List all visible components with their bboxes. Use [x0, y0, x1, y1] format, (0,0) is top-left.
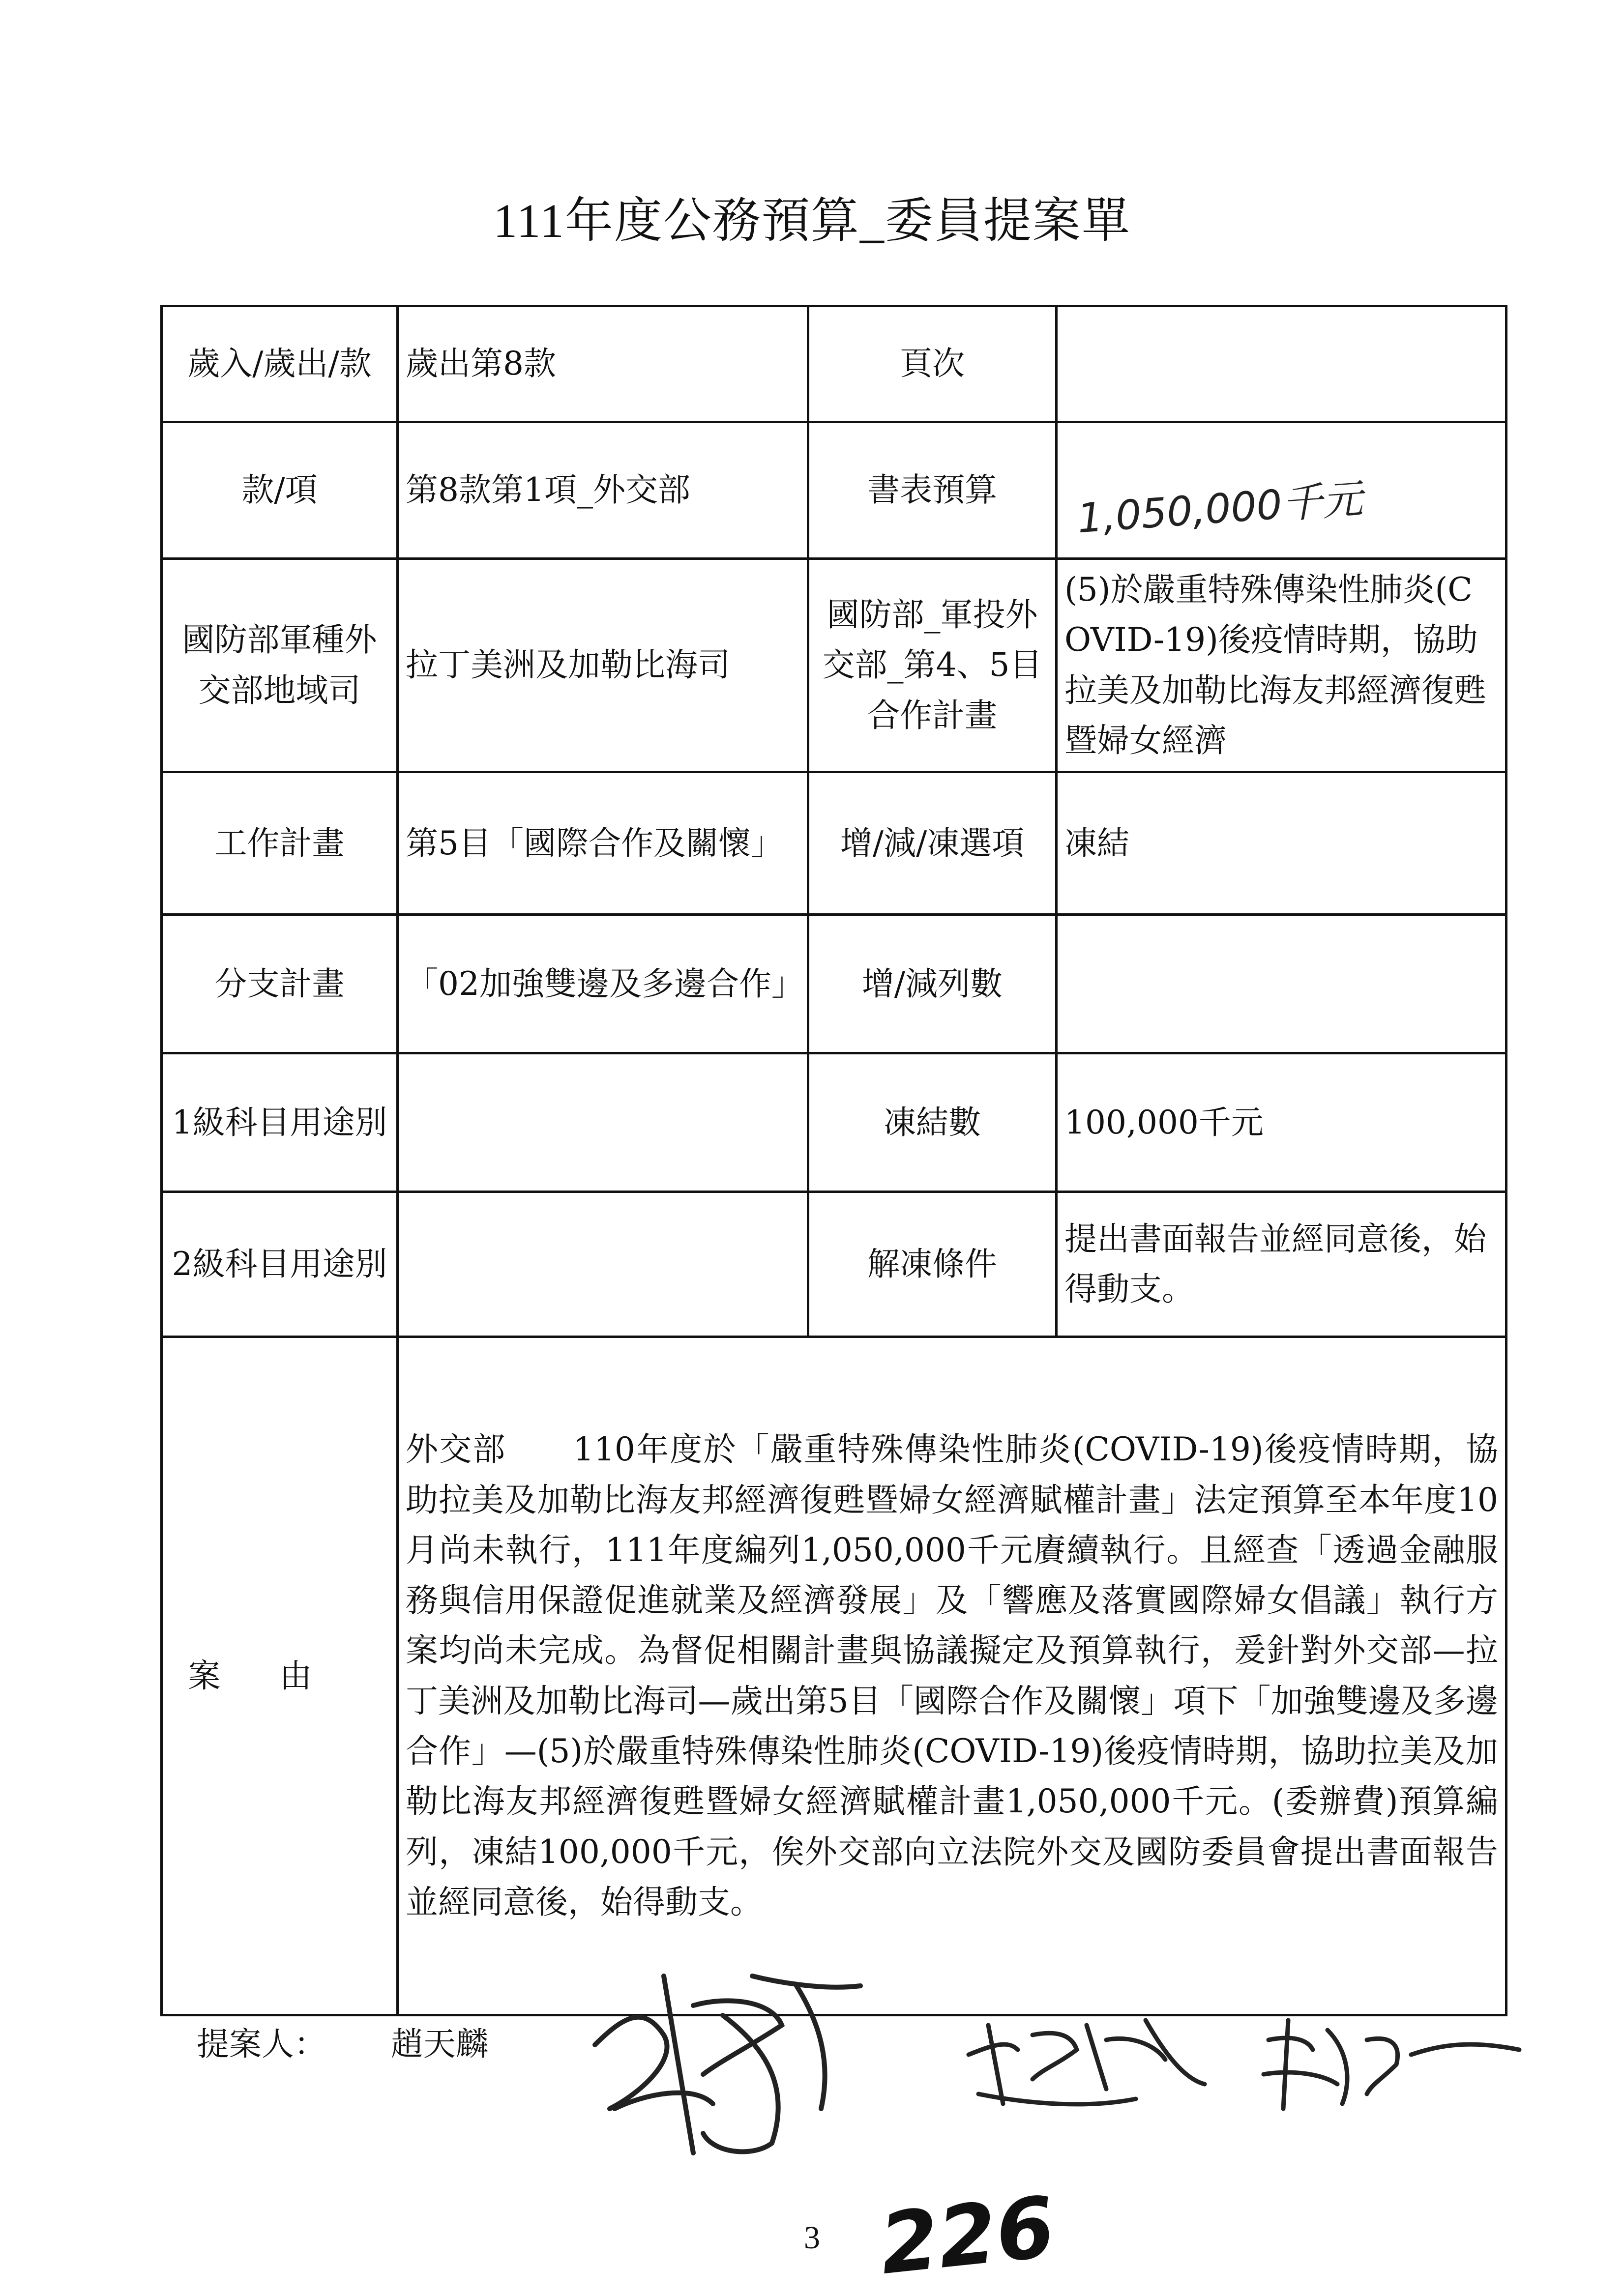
case-label: 案由	[162, 1337, 398, 2015]
case-text: 外交部 110年度於「嚴重特殊傳染性肺炎(COVID-19)後疫情時期，協助拉美及加勒比海友邦經濟復甦暨婦女經濟賦權計畫」法定預算至本年度10月尚未執行，111年度編列1,050,000千元賡續執行。且經查「透過金融服務與信用保證促進就業及經濟發展」及「響應及落實國際婦女倡議」執行方案均尚未完成。為督促相關計畫與協議擬定及預算執行，爰針對外交部—拉丁美洲及加勒比海司—歲出第5目「國際合作及關懷」項下「加強雙邊及多邊合作」—(5)於嚴重特殊傳染性肺炎(COVID-19)後疫情時期，協助拉美及加勒比海友邦經濟復甦暨婦女經濟賦權計畫1,050,000千元。(委辦費)預算編列，凍結100,000千元，俟外交部向立法院外交及國防委員會提出書面報告並經同意後，始得動支。	[398, 1337, 1506, 2015]
signature-1	[565, 1947, 880, 2173]
table-row	[162, 559, 1506, 772]
handwritten-page-stamp: 226	[875, 2178, 1060, 2294]
field-label: 頁次	[808, 306, 1057, 422]
field-value: 拉丁美洲及加勒比海司	[398, 559, 808, 772]
field-label: 2級科目用途別	[162, 1192, 398, 1337]
page-title: 111年度公務預算_委員提案單	[493, 195, 1131, 248]
signature-3	[1254, 2001, 1529, 2128]
field-value: 第5目「國際合作及關懷」	[398, 772, 808, 915]
field-value: 第8款第1項_外交部	[398, 422, 808, 559]
field-value	[398, 1053, 808, 1192]
table-row	[162, 772, 1506, 915]
field-value: 凍結	[1057, 772, 1506, 915]
field-value: 提出書面報告並經同意後，始得動支。	[1057, 1192, 1506, 1337]
field-label: 分支計畫	[162, 915, 398, 1053]
field-label: 款/項	[162, 422, 398, 559]
table-row	[162, 306, 1506, 422]
field-value	[1057, 915, 1506, 1053]
field-value: 100,000千元	[1057, 1053, 1506, 1192]
field-label: 增/減/凍選項	[808, 772, 1057, 915]
proposer-line	[197, 2018, 488, 2064]
field-value: 歲出第8款	[398, 306, 808, 422]
signature-2	[959, 1996, 1214, 2123]
field-value: (5)於嚴重特殊傳染性肺炎(COVID-19)後疫情時期，協助拉美及加勒比海友邦經濟復甦暨婦女經濟	[1057, 559, 1506, 772]
proposal-form-table	[160, 305, 1507, 2016]
table-row	[162, 915, 1506, 1053]
field-label: 國防部軍種外交部地域司	[162, 559, 398, 772]
handwritten-budget-amount: 1,050,000千元	[1075, 475, 1364, 543]
field-label: 解凍條件	[808, 1192, 1057, 1337]
field-value	[1057, 306, 1506, 422]
table-row	[162, 1192, 1506, 1337]
page-number: 3	[804, 2220, 820, 2256]
field-label: 歲入/歲出/款	[162, 306, 398, 422]
field-label: 1級科目用途別	[162, 1053, 398, 1192]
table-row	[162, 1053, 1506, 1192]
field-label: 增/減列數	[808, 915, 1057, 1053]
field-label: 工作計畫	[162, 772, 398, 915]
field-label: 書表預算	[808, 422, 1057, 559]
field-label: 凍結數	[808, 1053, 1057, 1192]
field-label: 國防部_軍投外交部_第4、5目合作計畫	[808, 559, 1057, 772]
proposer-label: 提案人：	[197, 2025, 326, 2063]
field-value	[398, 1192, 808, 1337]
table-row	[162, 1337, 1506, 2015]
field-value: 「02加強雙邊及多邊合作」	[398, 915, 808, 1053]
proposer-name: 趙天麟	[390, 2025, 488, 2063]
